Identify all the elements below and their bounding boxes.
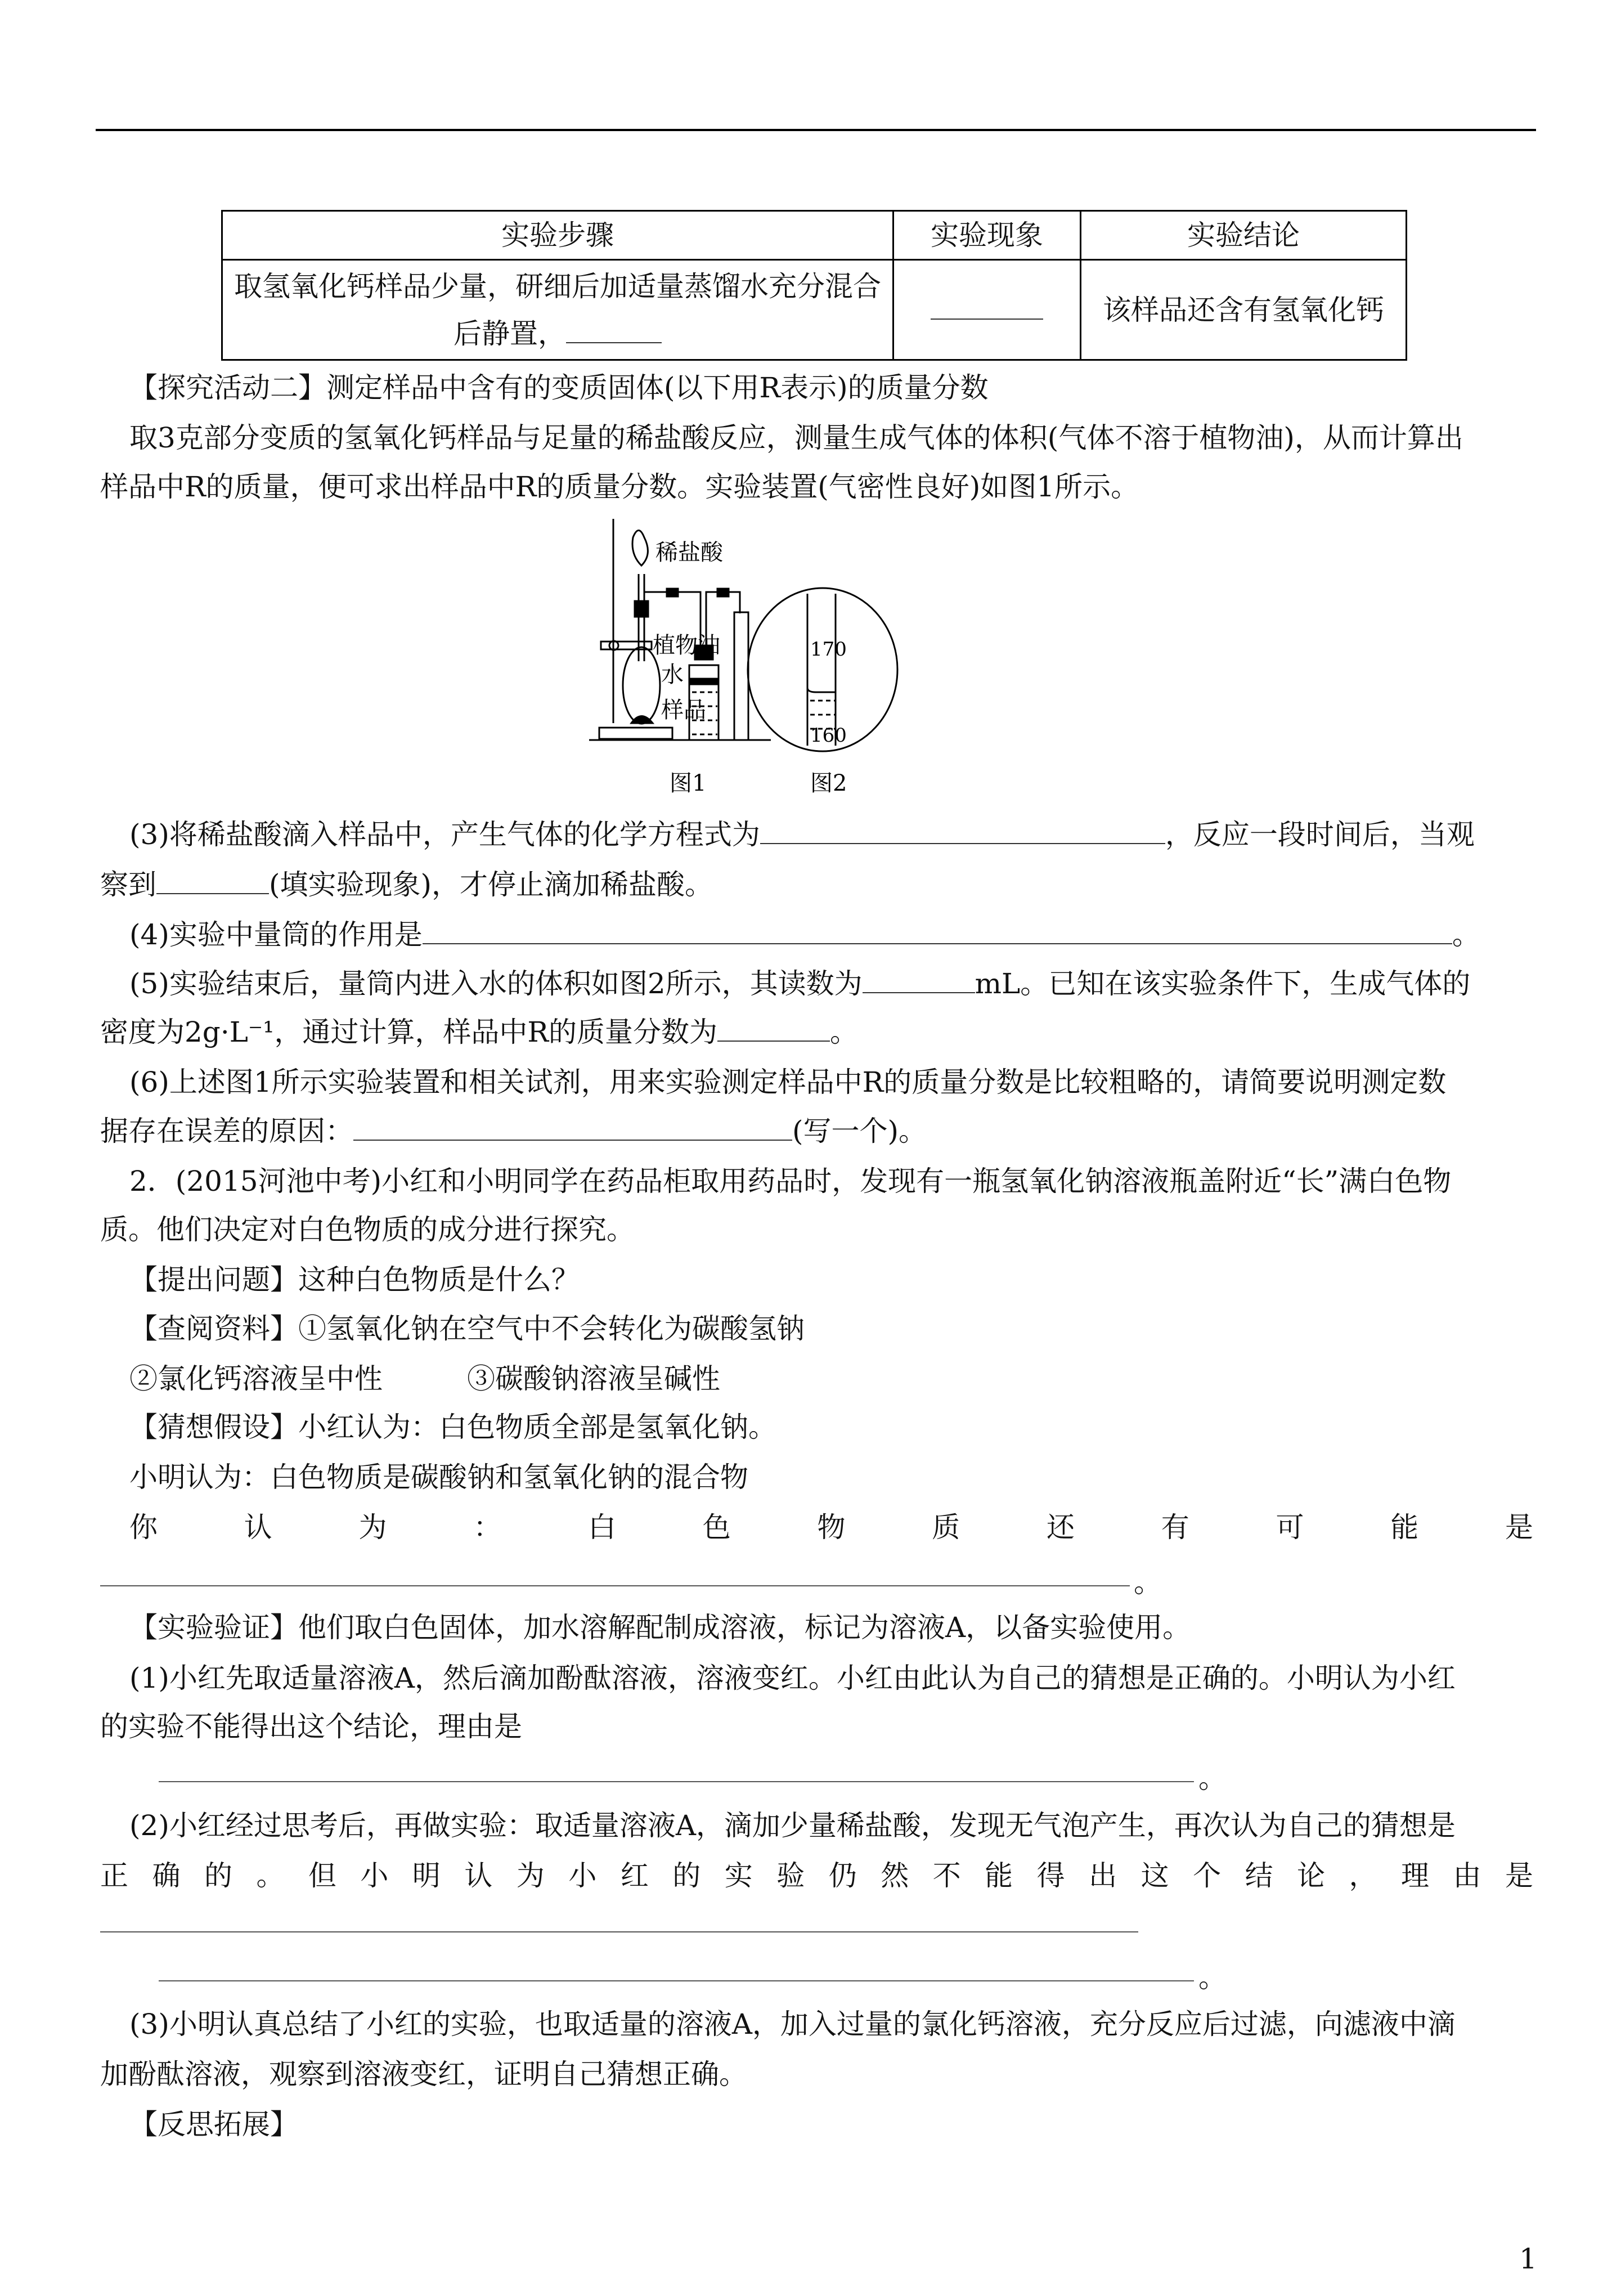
- guess-1: 【猜想假设】小红认为：白色物质全部是氢氧化钠。: [129, 1411, 776, 1443]
- answer-line[interactable]: [159, 1980, 1194, 1981]
- answer-blank[interactable]: [863, 970, 975, 993]
- table-header: 实验现象: [893, 211, 1081, 260]
- question-6-cont: [100, 1114, 1533, 1148]
- answer-blank[interactable]: [423, 921, 1452, 944]
- table-cell-phenomenon: [893, 260, 1081, 360]
- tick-label-170: 170: [810, 638, 847, 661]
- text: ③碳酸钠溶液呈碱性: [467, 1362, 720, 1395]
- text: (3)将稀盐酸滴入样品中，产生气体的化学方程式为: [129, 818, 760, 851]
- problem-2: 2．(2015河池中考)小红和小明同学在药品柜取用药品时，发现有一瓶氢氧化钠溶液瓶盖附近“长”满白色物: [129, 1165, 1452, 1198]
- reference-2: [129, 1362, 1533, 1396]
- answer-blank[interactable]: [931, 296, 1043, 320]
- verify-2-cont: 正确的。但小明认为小红的实验仍然不能得出这个结论，理由是: [100, 1859, 1533, 1892]
- answer-blank[interactable]: [717, 1018, 830, 1042]
- question-5-cont: [100, 1015, 1533, 1049]
- table-header: 实验结论: [1081, 211, 1407, 260]
- answer-blank[interactable]: [566, 320, 662, 343]
- header-rule: [96, 129, 1536, 131]
- paragraph: 取3克部分变质的氢氧化钙样品与足量的稀盐酸反应，测量生成气体的体积(气体不溶于植物油)，从而计算出: [129, 421, 1463, 454]
- step-text: 取氢氧化钙样品少量，研细后加适量蒸馏水充分混合后静置，: [234, 270, 881, 350]
- guess-3: 你认为：白色物质还有可能是: [129, 1511, 1533, 1544]
- answer-line[interactable]: [159, 1781, 1194, 1782]
- text: ，反应一段时间后，当观: [1165, 818, 1475, 851]
- text: 察到: [100, 868, 156, 901]
- experiment-table: [221, 210, 1407, 361]
- label-sample: 样品: [661, 697, 706, 723]
- text: 据存在误差的原因：: [100, 1115, 353, 1147]
- paragraph: 样品中R的质量，便可求出样品中R的质量分数。实验装置(气密性良好)如图1所示。: [100, 470, 1139, 503]
- text: (5)实验结束后，量筒内进入水的体积如图2所示，其读数为: [129, 967, 863, 1000]
- text: 。: [830, 1016, 858, 1048]
- question-3: [129, 818, 1533, 851]
- table-cell-conclusion: 该样品还含有氢氧化钙: [1081, 260, 1407, 360]
- question-4: [129, 918, 1533, 952]
- verify: 【实验验证】他们取白色固体，加水溶解配制成溶液，标记为溶液A，以备实验使用。: [129, 1611, 1191, 1644]
- text: 。: [1452, 918, 1480, 951]
- verify-3-cont: 加酚酞溶液，观察到溶液变红，证明自己猜想正确。: [100, 2058, 747, 2091]
- ask-question: 【提出问题】这种白色物质是什么？: [129, 1263, 580, 1296]
- period: 。: [1134, 1566, 1162, 1599]
- verify-2: (2)小红经过思考后，再做实验：取适量溶液A，滴加少量稀盐酸，发现无气泡产生，再次认为自己的猜想是: [129, 1809, 1456, 1842]
- answer-line[interactable]: [100, 1931, 1138, 1932]
- text: (4)实验中量筒的作用是: [129, 918, 423, 951]
- verify-1: (1)小红先取适量溶液A，然后滴加酚酞溶液，溶液变红。小红由此认为自己的猜想是正确的。小明认为小红: [129, 1662, 1456, 1694]
- label-water: 水: [661, 662, 684, 688]
- table-header: 实验步骤: [222, 211, 893, 260]
- text: (写一个)。: [792, 1115, 927, 1147]
- answer-blank[interactable]: [760, 820, 1165, 844]
- activity2-title: 【探究活动二】测定样品中含有的变质固体(以下用R表示)的质量分数: [129, 371, 989, 404]
- question-5: [129, 967, 1533, 1001]
- reflect-heading: 【反思拓展】: [129, 2108, 298, 2141]
- apparatus-figure: [585, 506, 1120, 810]
- problem-2-cont: 质。他们决定对白色物质的成分进行探究。: [100, 1213, 635, 1246]
- text: 密度为2g·L⁻¹，通过计算，样品中R的质量分数为: [100, 1016, 717, 1048]
- verify-3: (3)小明认真总结了小红的实验，也取适量的溶液A，加入过量的氯化钙溶液，充分反应后过滤，向滤液中滴: [129, 2008, 1456, 2041]
- period: 。: [1198, 1961, 1227, 1994]
- answer-line[interactable]: [100, 1585, 1130, 1586]
- period: 。: [1198, 1762, 1227, 1795]
- answer-blank[interactable]: [353, 1117, 792, 1141]
- table-cell-step: [222, 260, 893, 360]
- figure-caption-1: 图1: [670, 770, 707, 796]
- question-3-cont: [100, 868, 1533, 902]
- guess-2: 小明认为：白色物质是碳酸钠和氢氧化钠的混合物: [129, 1461, 748, 1494]
- page-number: 1: [1519, 2243, 1537, 2275]
- figure-caption-2: 图2: [810, 770, 847, 796]
- answer-blank[interactable]: [156, 871, 269, 894]
- question-6: (6)上述图1所示实验装置和相关试剂，用来实验测定样品中R的质量分数是比较粗略的，请简要说明测定数: [129, 1066, 1447, 1098]
- tick-label-160: 160: [810, 724, 847, 747]
- text: ②氯化钙溶液呈中性: [129, 1362, 383, 1395]
- text: mL。已知在该实验条件下，生成气体的: [975, 967, 1471, 1000]
- label-acid: 稀盐酸: [655, 540, 723, 566]
- text: (填实验现象)，才停止滴加稀盐酸。: [269, 868, 713, 901]
- label-oil: 植物油: [653, 633, 720, 658]
- reference-1: 【查阅资料】①氢氧化钠在空气中不会转化为碳酸氢钠: [129, 1312, 805, 1345]
- verify-1-cont: 的实验不能得出这个结论，理由是: [100, 1710, 522, 1743]
